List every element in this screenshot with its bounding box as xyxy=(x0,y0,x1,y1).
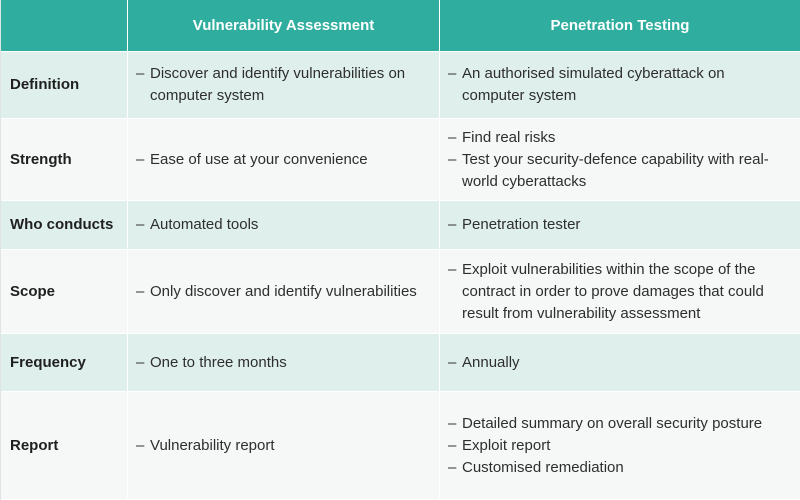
scope-pt-cell xyxy=(440,250,800,334)
frequency-va-cell xyxy=(128,334,440,392)
list-item: – Exploit vulnerabilities within the scope of the contract in order to prove damages that could result from vulnerability assessment xyxy=(448,260,764,322)
bullet-dash: – xyxy=(448,436,457,454)
who-conducts-va-cell xyxy=(128,201,440,250)
bullet-dash: – xyxy=(136,282,145,300)
strength-va-cell xyxy=(128,119,440,201)
definition-pt-cell xyxy=(440,52,800,119)
row-label-definition: Definition xyxy=(1,52,128,119)
list-item: – Find real risks xyxy=(448,127,790,149)
list-item: – Discover and identify vulnerabilities on computer system xyxy=(136,65,406,104)
scope-va-cell xyxy=(128,250,440,334)
list-item: – Customised remediation xyxy=(448,457,762,479)
strength-pt-cell xyxy=(440,119,800,201)
bullet-dash: – xyxy=(448,458,457,476)
bullet-dash: – xyxy=(448,216,457,233)
list-item: – Exploit report xyxy=(448,435,762,457)
row-label-strength: Strength xyxy=(1,119,128,201)
bullet-dash: – xyxy=(448,65,457,82)
bullet-dash: – xyxy=(448,260,457,278)
header-corner-cell xyxy=(1,0,128,52)
bullet-dash: – xyxy=(136,436,145,454)
list-item: – Only discover and identify vulnerabilities xyxy=(136,281,417,303)
bullet-dash: – xyxy=(136,353,145,371)
bullet-dash: – xyxy=(136,65,145,82)
header-vulnerability-assessment: Vulnerability Assessment xyxy=(128,0,440,52)
report-va-cell xyxy=(128,392,440,500)
list-item: – Annually xyxy=(448,352,520,374)
row-label-frequency: Frequency xyxy=(1,334,128,392)
list-item: – Ease of use at your convenience xyxy=(136,149,368,171)
bullet-dash: – xyxy=(448,128,457,146)
bullet-dash: – xyxy=(448,353,457,371)
list-item: – Automated tools xyxy=(136,214,258,236)
list-item: – Detailed summary on overall security posture xyxy=(448,413,762,435)
bullet-dash: – xyxy=(136,216,145,233)
row-label-scope: Scope xyxy=(1,250,128,334)
frequency-pt-cell xyxy=(440,334,800,392)
definition-va-cell xyxy=(128,52,440,119)
row-label-report: Report xyxy=(1,392,128,500)
row-label-who-conducts: Who conducts xyxy=(1,201,128,250)
list-item: – Penetration tester xyxy=(448,214,580,236)
header-penetration-testing: Penetration Testing xyxy=(440,0,800,52)
bullet-dash: – xyxy=(448,150,457,168)
bullet-dash: – xyxy=(448,414,457,432)
list-item: – One to three months xyxy=(136,352,287,374)
list-item: – An authorised simulated cyberattack on computer system xyxy=(448,65,725,104)
who-conducts-pt-cell xyxy=(440,201,800,250)
list-item: – Test your security-defence capability with real-world cyberattacks xyxy=(448,150,769,190)
list-item: – Vulnerability report xyxy=(136,435,275,457)
report-pt-cell xyxy=(440,392,800,500)
bullet-dash: – xyxy=(136,150,145,168)
